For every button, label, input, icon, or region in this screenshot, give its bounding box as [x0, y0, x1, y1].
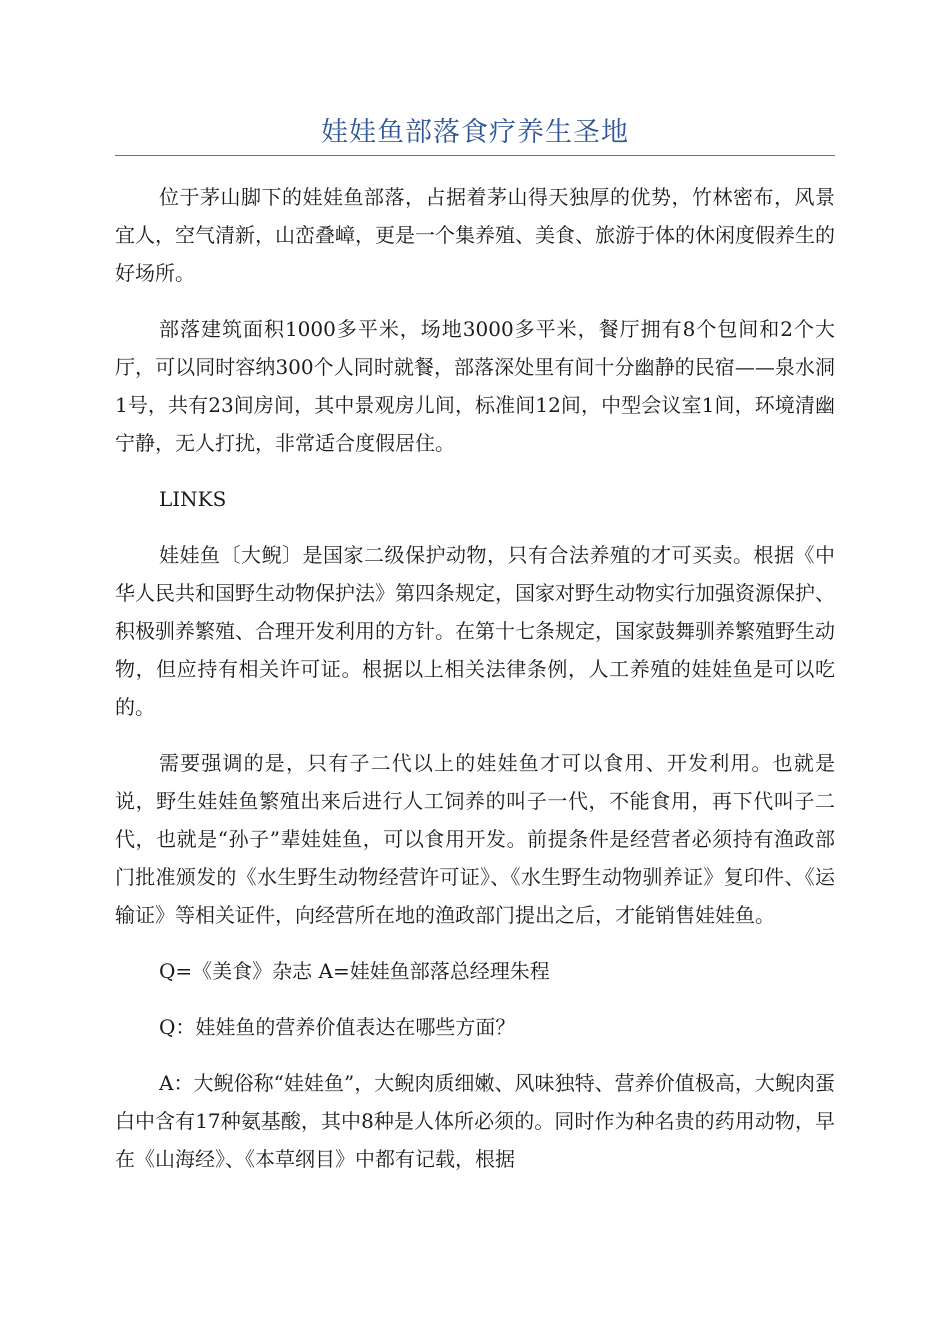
paragraph-second-generation: 需要强调的是，只有子二代以上的娃娃鱼才可以食用、开发利用。也就是说，野生娃娃鱼繁殖出来后进行人工饲养的叫子一代，不能食用，再下代叫子二代，也就是“孙子”辈娃娃鱼，可以食用开发。前提条件是经营者必须持有渔政部门批准颁发的《水生野生动物经营许可证》、《水生野生动物驯养证》复印件、《运输证》等相关证件，向经营所在地的渔政部门提出之后，才能销售娃娃鱼。 — [115, 751, 835, 927]
paragraph-answer: A：大鲵俗称“娃娃鱼”，大鲵肉质细嫩、风味独特、营养价值极高，大鲵肉蛋白中含有17种氨基酸，其中8种是人体所必须的。同时作为种名贵的药用动物，早在《山海经》、《本草纲目》中都有记载，根据 — [115, 1071, 835, 1171]
paragraph-intro: 位于茅山脚下的娃娃鱼部落，占据着茅山得天独厚的优势，竹林密布，风景宜人，空气清新，山峦叠嶂，更是一个集养殖、美食、旅游于体的休闲度假养生的好场所。 — [115, 185, 835, 285]
paragraph-links: LINKS — [159, 487, 227, 511]
document-title: 娃娃鱼部落食疗养生圣地 — [321, 117, 629, 148]
paragraph-interview-header: Q=《美食》杂志 A=娃娃鱼部落总经理朱程 — [159, 959, 550, 983]
paragraph-facilities: 部落建筑面积1000多平米，场地3000多平米，餐厅拥有8个包间和2个大厅，可以同时容纳300个人同时就餐，部落深处里有间十分幽静的民宿——泉水洞1号，共有23间房间，其中景观房儿间，标准间12间，中型会议室1间，环境清幽宁静，无人打扰，非常适合度假居住。 — [115, 317, 835, 455]
document-page — [115, 0, 835, 1196]
paragraph-protection-law: 娃娃鱼〔大鲵〕是国家二级保护动物，只有合法养殖的才可买卖。根据《中华人民共和国野生动物保护法》第四条规定，国家对野生动物实行加强资源保护、积极驯养繁殖、合理开发利用的方针。在第十七条规定，国家鼓舞驯养繁殖野生动物，但应持有相关许可证。根据以上相关法律条例，人工养殖的娃娃鱼是可以吃的。 — [115, 543, 835, 719]
paragraph-question: Q：娃娃鱼的营养价值表达在哪些方面？ — [159, 1015, 516, 1039]
title-underline — [115, 155, 835, 156]
